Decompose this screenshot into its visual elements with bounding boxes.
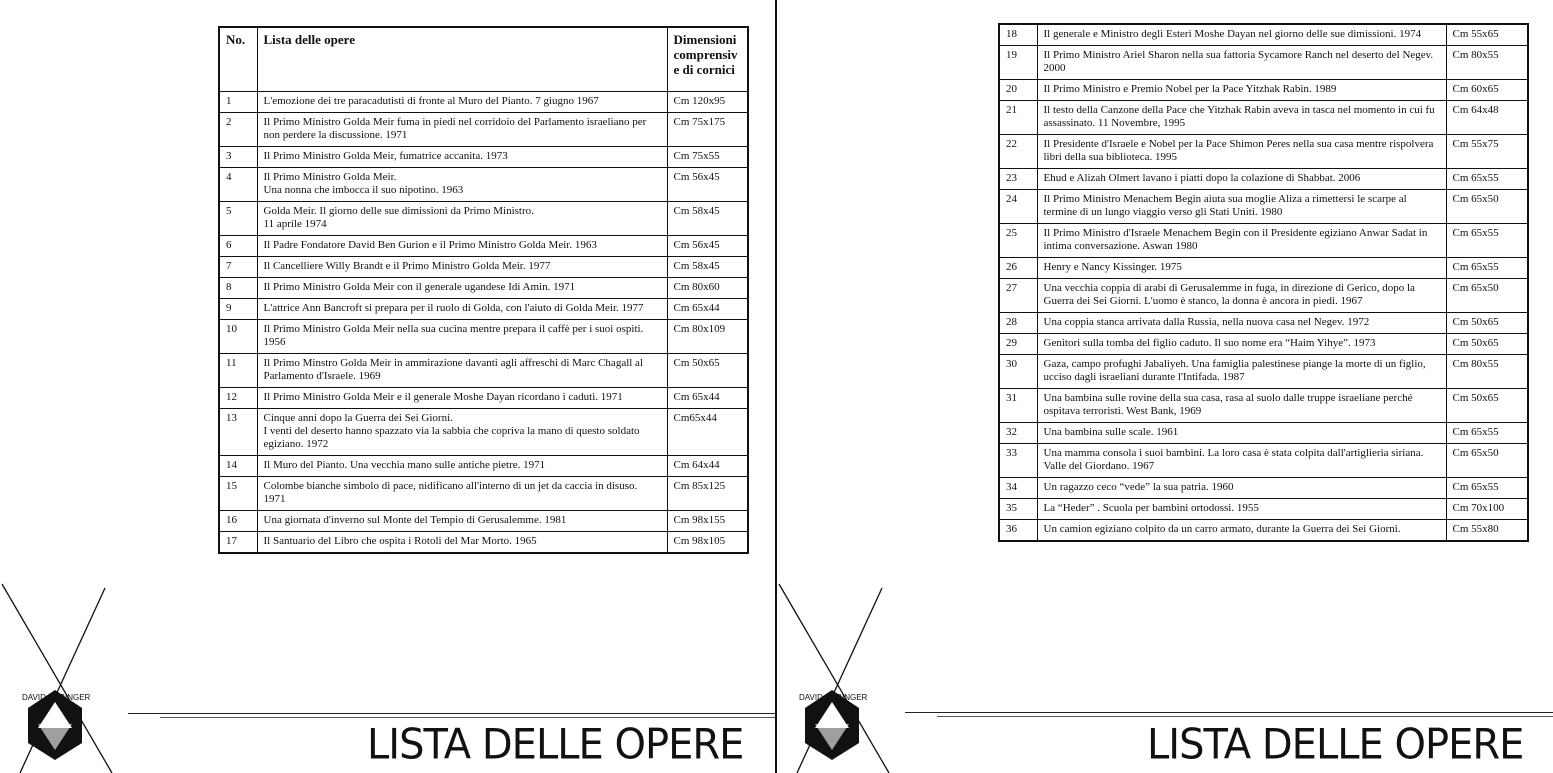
work-dimensions: Cm 98x155 [667, 510, 748, 531]
footer-title: LISTA DELLE OPERE [1147, 720, 1524, 770]
work-dimensions: Cm 55x80 [1446, 520, 1528, 542]
work-description: L'emozione dei tre paracadutisti di fronte al Muro del Pianto. 7 giugno 1967 [257, 91, 667, 112]
table-row [999, 135, 1528, 169]
work-description: Genitori sulla tomba del figlio caduto. Il suo nome era “Haim Yihye”. 1973 [1037, 334, 1446, 355]
table-row [219, 408, 748, 455]
work-number: 16 [219, 510, 257, 531]
work-dimensions: Cm 80x55 [1446, 46, 1528, 80]
work-dimensions: Cm 58x45 [667, 256, 748, 277]
work-description: Gaza, campo profughi Jabaliyeh. Una famiglia palestinese piange la morte di un figlio, ucciso dagli israeliani durante l'Intifada. 1987 [1037, 355, 1446, 389]
work-number: 5 [219, 201, 257, 235]
work-description: Una coppia stanca arrivata dalla Russia, nella nuova casa nel Negev. 1972 [1037, 313, 1446, 334]
work-dimensions: Cm 75x175 [667, 112, 748, 146]
work-dimensions: Cm 85x125 [667, 476, 748, 510]
table-row [219, 112, 748, 146]
table-row [999, 444, 1528, 478]
work-number: 27 [999, 279, 1037, 313]
table-row [219, 319, 748, 353]
table-row [219, 353, 748, 387]
right-page [777, 0, 1553, 773]
table-row [999, 355, 1528, 389]
table-row [999, 101, 1528, 135]
work-dimensions: Cm 56x45 [667, 167, 748, 201]
works-table-right [998, 23, 1529, 542]
work-dimensions: Cm 58x45 [667, 201, 748, 235]
work-description: Il Primo Ministro Golda Meir fuma in piedi nel corridoio del Parlamento israeliano per non perdere la discussione. 1971 [257, 112, 667, 146]
table-row [219, 91, 748, 112]
table-row [999, 334, 1528, 355]
work-number: 10 [219, 319, 257, 353]
footer-rule [128, 713, 776, 714]
table-row [219, 387, 748, 408]
table-row [219, 298, 748, 319]
work-number: 13 [219, 408, 257, 455]
work-number: 26 [999, 258, 1037, 279]
work-number: 3 [219, 146, 257, 167]
work-description: Colombe bianche simbolo di pace, nidificano all'interno di un jet da caccia in disuso. 1971 [257, 476, 667, 510]
work-dimensions: Cm 64x48 [1446, 101, 1528, 135]
work-description: Una giornata d'inverno sul Monte del Tempio di Gerusalemme. 1981 [257, 510, 667, 531]
work-dimensions: Cm 65x55 [1446, 169, 1528, 190]
work-dimensions: Cm65x44 [667, 408, 748, 455]
work-number: 2 [219, 112, 257, 146]
table-row [219, 256, 748, 277]
work-dimensions: Cm 65x44 [667, 387, 748, 408]
work-number: 33 [999, 444, 1037, 478]
logo-mark [0, 578, 130, 773]
table-row [999, 46, 1528, 80]
work-number: 32 [999, 423, 1037, 444]
work-description: Henry e Nancy Kissinger. 1975 [1037, 258, 1446, 279]
work-description: Il testo della Canzone della Pace che Yitzhak Rabin aveva in tasca nel momento in cui fu assassinato. 11 Novembre, 1995 [1037, 101, 1446, 135]
work-description: Il Primo Minstro Golda Meir in ammirazione davanti agli affreschi di Marc Chagall al Parlamento d'Israele. 1969 [257, 353, 667, 387]
table-row [219, 476, 748, 510]
work-number: 20 [999, 80, 1037, 101]
table-row [219, 455, 748, 476]
work-number: 23 [999, 169, 1037, 190]
work-description: Il Primo Ministro Ariel Sharon nella sua fattoria Sycamore Ranch nel deserto del Negev. 2000 [1037, 46, 1446, 80]
work-number: 21 [999, 101, 1037, 135]
table-row [999, 279, 1528, 313]
work-description: Un ragazzo ceco “vede” la sua patria. 1960 [1037, 478, 1446, 499]
footer-rule-secondary [160, 717, 776, 718]
work-dimensions: Cm 120x95 [667, 91, 748, 112]
footer-title: LISTA DELLE OPERE [367, 720, 744, 770]
work-dimensions: Cm 65x55 [1446, 258, 1528, 279]
header-works-list: Lista delle opere [257, 27, 667, 91]
work-description: Il Cancelliere Willy Brandt e il Primo Ministro Golda Meir. 1977 [257, 256, 667, 277]
work-description: Cinque anni dopo la Guerra dei Sei Giorni. I venti del deserto hanno spazzato via la sabbia che copriva la mano di questo soldato egiziano. 1972 [257, 408, 667, 455]
work-dimensions: Cm 55x75 [1446, 135, 1528, 169]
work-description: Ehud e Alizah Olmert lavano i piatti dopo la colazione di Shabbat. 2006 [1037, 169, 1446, 190]
work-description: Il Primo Ministro Golda Meir e il generale Moshe Dayan ricordano i caduti. 1971 [257, 387, 667, 408]
work-dimensions: Cm 64x44 [667, 455, 748, 476]
work-dimensions: Cm 70x100 [1446, 499, 1528, 520]
table-row [999, 423, 1528, 444]
table-row [219, 531, 748, 553]
table-header-row [219, 27, 748, 91]
table-row [219, 235, 748, 256]
left-page [0, 0, 776, 773]
work-description: Golda Meir. Il giorno delle sue dimissioni da Primo Ministro. 11 aprile 1974 [257, 201, 667, 235]
work-description: Un camion egiziano colpito da un carro armato, durante la Guerra dei Sei Giorni. [1037, 520, 1446, 542]
work-number: 31 [999, 389, 1037, 423]
work-description: Il Muro del Pianto. Una vecchia mano sulle antiche pietre. 1971 [257, 455, 667, 476]
table-row [999, 499, 1528, 520]
work-description: Il Primo Ministro Golda Meir nella sua cucina mentre prepara il caffè per i suoi ospiti. 1956 [257, 319, 667, 353]
table-row [999, 224, 1528, 258]
work-description: La “Heder” . Scuola per bambini ortodossi. 1955 [1037, 499, 1446, 520]
works-table-left [218, 26, 749, 554]
work-number: 30 [999, 355, 1037, 389]
table-row [219, 277, 748, 298]
table-row [999, 478, 1528, 499]
work-description: L'attrice Ann Bancroft si prepara per il ruolo di Golda, con l'aiuto di Golda Meir. 1977 [257, 298, 667, 319]
work-dimensions: Cm 75x55 [667, 146, 748, 167]
work-number: 7 [219, 256, 257, 277]
work-dimensions: Cm 50x65 [1446, 313, 1528, 334]
header-dimensions: Dimensioni comprensiv e di cornici [667, 27, 748, 91]
work-dimensions: Cm 50x65 [667, 353, 748, 387]
work-dimensions: Cm 65x50 [1446, 190, 1528, 224]
logo-text: DAVID RUBINGER [22, 693, 91, 702]
work-description: Il Padre Fondatore David Ben Gurion e il Primo Ministro Golda Meir. 1963 [257, 235, 667, 256]
work-number: 8 [219, 277, 257, 298]
work-description: Il Primo Ministro Golda Meir, fumatrice accanita. 1973 [257, 146, 667, 167]
work-dimensions: Cm 50x65 [1446, 389, 1528, 423]
work-number: 35 [999, 499, 1037, 520]
work-number: 15 [219, 476, 257, 510]
work-number: 14 [219, 455, 257, 476]
table-row [999, 258, 1528, 279]
work-number: 9 [219, 298, 257, 319]
work-number: 25 [999, 224, 1037, 258]
work-description: Il Presidente d'Israele e Nobel per la Pace Shimon Peres nella sua casa mentre rispolvera libri della sua biblioteca. 1995 [1037, 135, 1446, 169]
table-row [999, 24, 1528, 46]
work-description: Il Primo Ministro Golda Meir con il generale ugandese Idi Amin. 1971 [257, 277, 667, 298]
work-description: Una mamma consola i suoi bambini. La loro casa è stata colpita dall'artiglieria siriana. Valle del Giordano. 1967 [1037, 444, 1446, 478]
work-number: 1 [219, 91, 257, 112]
table-row [999, 313, 1528, 334]
work-number: 4 [219, 167, 257, 201]
work-dimensions: Cm 55x65 [1446, 24, 1528, 46]
work-number: 19 [999, 46, 1037, 80]
work-number: 18 [999, 24, 1037, 46]
work-number: 22 [999, 135, 1037, 169]
work-number: 12 [219, 387, 257, 408]
table-row [999, 190, 1528, 224]
table-row [999, 80, 1528, 101]
work-description: Il Primo Ministro e Premio Nobel per la Pace Yitzhak Rabin. 1989 [1037, 80, 1446, 101]
work-description: Una vecchia coppia di arabi di Gerusalemme in fuga, in direzione di Gerico, dopo la Guerra dei Sei Giorni. L'uomo è stanco, la donna è ancora in piedi. 1967 [1037, 279, 1446, 313]
table-row [999, 389, 1528, 423]
work-description: Una bambina sulle rovine della sua casa, rasa al suolo dalle truppe israeliane perché ospitava terroristi. West Bank, 1969 [1037, 389, 1446, 423]
work-dimensions: Cm 80x55 [1446, 355, 1528, 389]
work-number: 34 [999, 478, 1037, 499]
table-row [999, 169, 1528, 190]
work-dimensions: Cm 65x55 [1446, 478, 1528, 499]
work-number: 11 [219, 353, 257, 387]
work-dimensions: Cm 65x55 [1446, 423, 1528, 444]
work-description: Il Primo Ministro Menachem Begin aiuta sua moglie Aliza a rimettersi le scarpe al termine di un lungo viaggio verso gli Stati Uniti. 1980 [1037, 190, 1446, 224]
table-row [999, 520, 1528, 542]
table-row [219, 146, 748, 167]
work-description: Il Primo Ministro Golda Meir. Una nonna che imbocca il suo nipotino. 1963 [257, 167, 667, 201]
work-dimensions: Cm 60x65 [1446, 80, 1528, 101]
work-number: 29 [999, 334, 1037, 355]
work-dimensions: Cm 80x60 [667, 277, 748, 298]
work-dimensions: Cm 65x50 [1446, 444, 1528, 478]
work-number: 36 [999, 520, 1037, 542]
work-dimensions: Cm 56x45 [667, 235, 748, 256]
work-dimensions: Cm 65x55 [1446, 224, 1528, 258]
footer-rule [905, 712, 1553, 713]
footer-rule-secondary [937, 716, 1553, 717]
table-row [219, 167, 748, 201]
logo-mark [777, 578, 907, 773]
work-description: Il Primo Ministro d'Israele Menachem Begin con il Presidente egiziano Anwar Sadat in intima conversazione. Aswan 1980 [1037, 224, 1446, 258]
work-dimensions: Cm 65x44 [667, 298, 748, 319]
work-description: Il generale e Ministro degli Esteri Moshe Dayan nel giorno delle sue dimissioni. 1974 [1037, 24, 1446, 46]
work-number: 17 [219, 531, 257, 553]
work-dimensions: Cm 50x65 [1446, 334, 1528, 355]
work-dimensions: Cm 98x105 [667, 531, 748, 553]
table-row [219, 201, 748, 235]
table-row [219, 510, 748, 531]
work-dimensions: Cm 65x50 [1446, 279, 1528, 313]
work-number: 6 [219, 235, 257, 256]
header-number: No. [219, 27, 257, 91]
work-description: Una bambina sulle scale. 1961 [1037, 423, 1446, 444]
work-number: 28 [999, 313, 1037, 334]
work-description: Il Santuario del Libro che ospita i Rotoli del Mar Morto. 1965 [257, 531, 667, 553]
work-number: 24 [999, 190, 1037, 224]
logo-text: DAVID RUBINGER [799, 693, 868, 702]
work-dimensions: Cm 80x109 [667, 319, 748, 353]
